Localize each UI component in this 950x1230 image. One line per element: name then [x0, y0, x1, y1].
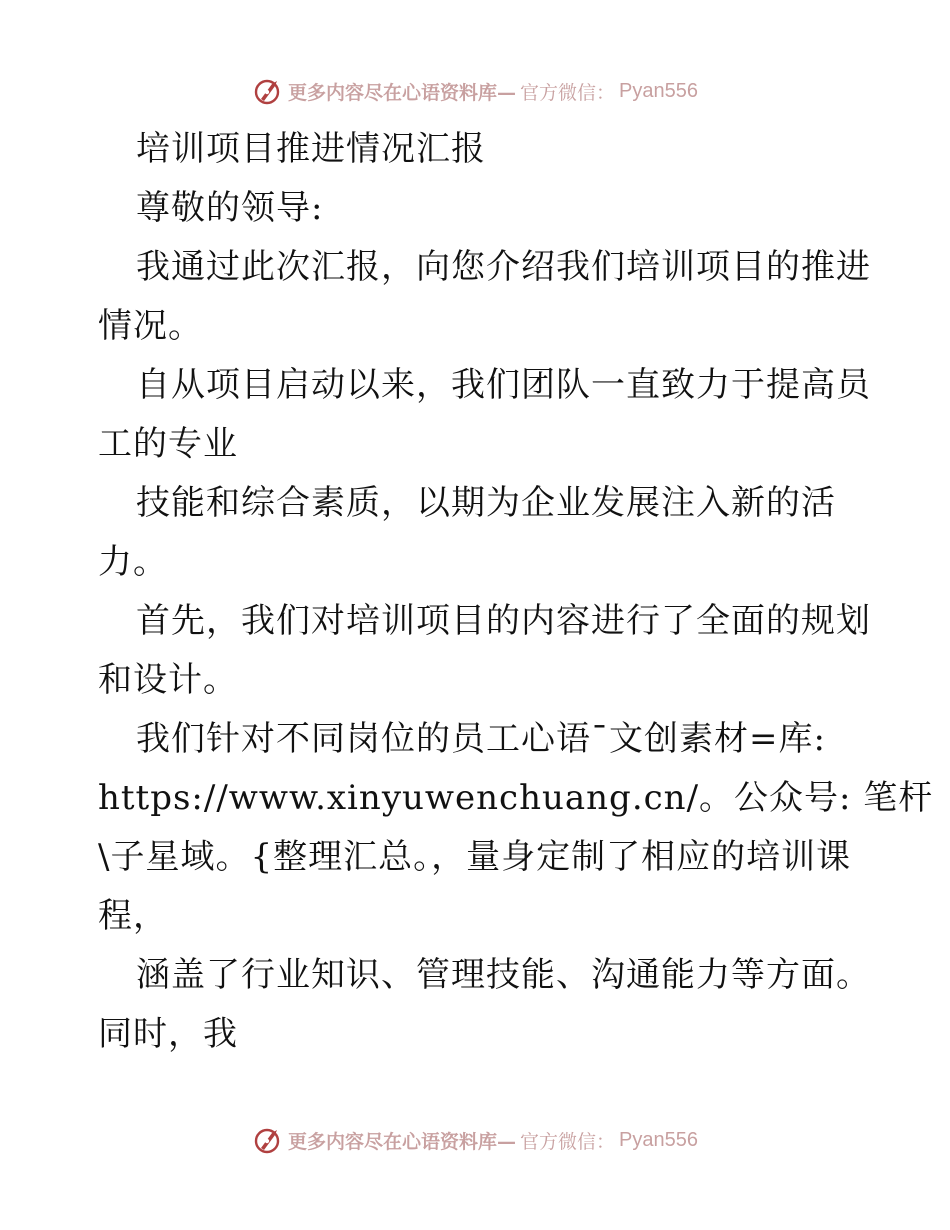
- paragraph-line-url: https://www.xinyuwenchuang.cn/。公众号: 笔杆: [98, 778, 934, 818]
- header-wechat-label: 官方微信：: [520, 81, 616, 104]
- paragraph-line: 涵盖了行业知识、管理技能、沟通能力等方面。: [136, 955, 871, 995]
- document-title: 培训项目推进情况汇报: [136, 129, 486, 169]
- paragraph-line: 自从项目启动以来，我们团队一直致力于提高员: [136, 365, 871, 405]
- paragraph-line: 程，: [98, 896, 168, 936]
- footer-watermark: [0, 1120, 950, 1160]
- header-wechat-id: Pyan556: [619, 79, 698, 102]
- footer-wechat-id: Pyan556: [619, 1128, 698, 1151]
- paragraph-line: 情况。: [98, 306, 203, 346]
- paragraph-line: 和设计。: [98, 660, 238, 700]
- pen-logo-icon: [252, 75, 284, 107]
- document-body: [98, 120, 934, 1064]
- paragraph-line: \子星域。{整理汇总。，量身定制了相应的培训课: [98, 837, 852, 877]
- salutation: 尊敬的领导:: [136, 188, 324, 228]
- paragraph-line: 我们针对不同岗位的员工心语¯文创素材=库:: [136, 719, 826, 759]
- paragraph-line: 我通过此次汇报，向您介绍我们培训项目的推进: [136, 247, 871, 287]
- paragraph-line: 工的专业: [98, 424, 238, 464]
- pen-logo-icon: [252, 1124, 284, 1156]
- paragraph-line: 技能和综合素质，以期为企业发展注入新的活: [136, 483, 836, 523]
- paragraph-line: 首先，我们对培训项目的内容进行了全面的规划: [136, 601, 871, 641]
- header-brand-text: 更多内容尽在心语资料库—: [288, 81, 517, 104]
- footer-wechat-label: 官方微信：: [520, 1130, 616, 1153]
- paragraph-line: 同时，我: [98, 1014, 238, 1054]
- header-watermark: [0, 71, 950, 111]
- paragraph-line: 力。: [98, 542, 168, 582]
- footer-brand-text: 更多内容尽在心语资料库—: [288, 1130, 517, 1153]
